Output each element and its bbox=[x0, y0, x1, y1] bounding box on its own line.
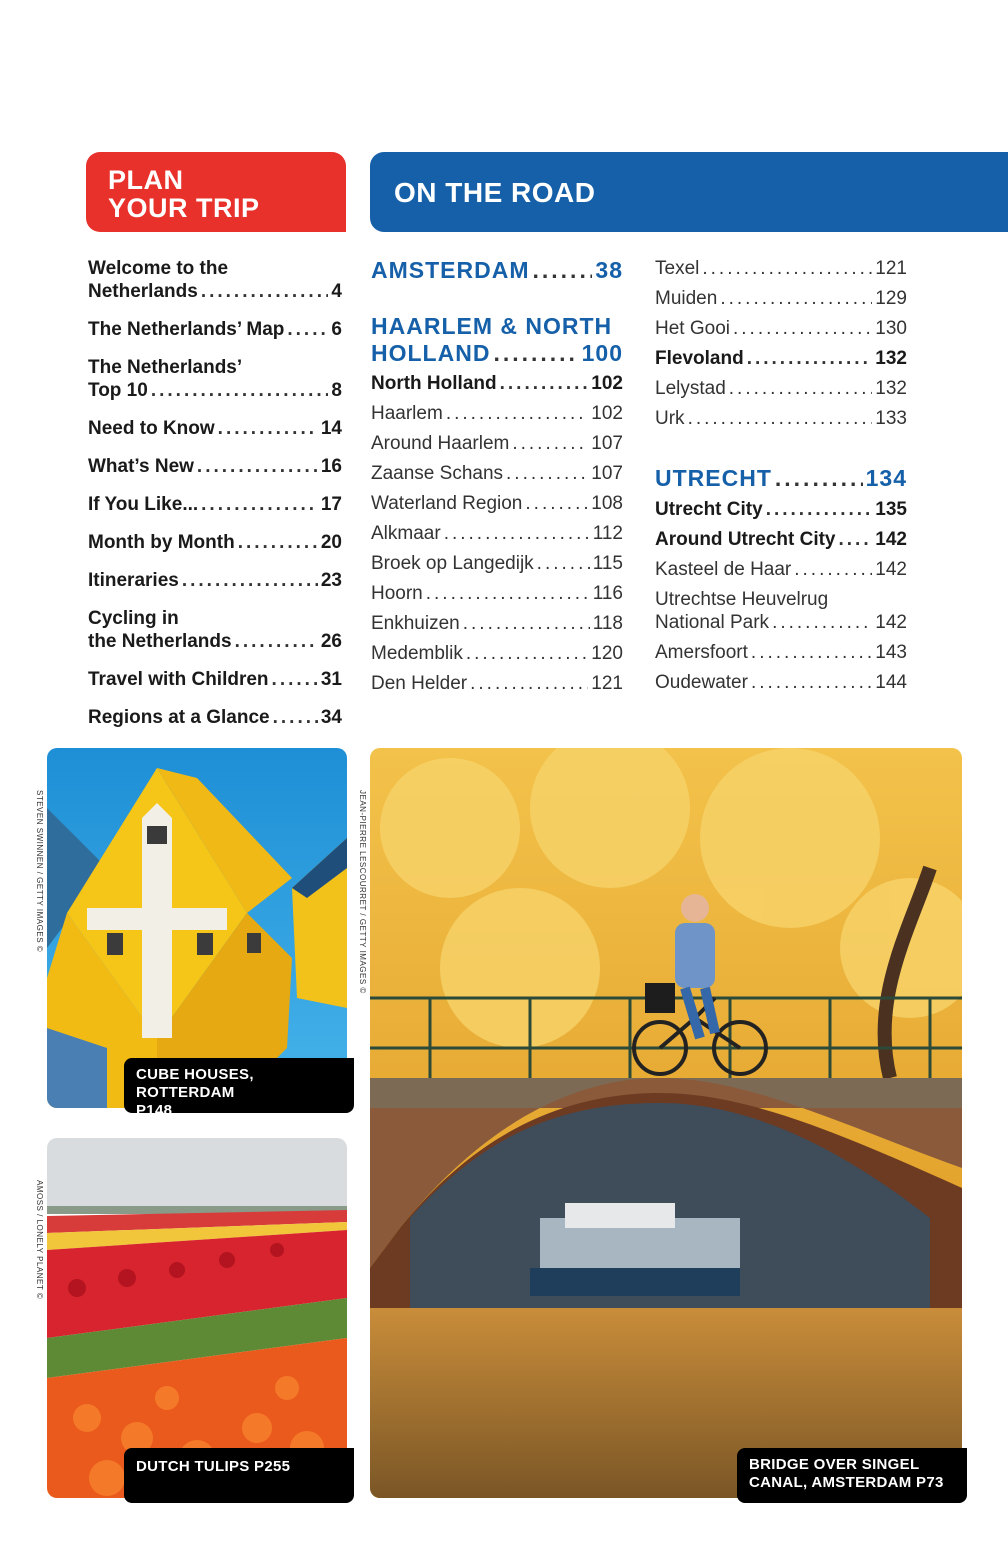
on-the-road-toc-col2 bbox=[371, 257, 623, 702]
page-number: 144 bbox=[875, 672, 907, 693]
bridge-illustration bbox=[370, 748, 962, 1498]
cube-houses-caption: CUBE HOUSES, ROTTERDAM P148 bbox=[124, 1058, 354, 1113]
toc-entry-if-you-like[interactable]: If You Like... ..... 17 bbox=[88, 493, 342, 516]
toc-entry-enkhuizen[interactable]: Enkhuizen ..... 118 bbox=[371, 612, 623, 635]
page-number: 142 bbox=[875, 559, 907, 580]
toc-entry-flevoland[interactable]: Flevoland ..... 132 bbox=[655, 347, 907, 370]
page-number: 107 bbox=[591, 463, 623, 484]
toc-entry-lelystad[interactable]: Lelystad ..... 132 bbox=[655, 377, 907, 400]
toc-entry-hoorn[interactable]: Hoorn ..... 116 bbox=[371, 582, 623, 605]
toc-entry-urk[interactable]: Urk ..... 133 bbox=[655, 407, 907, 430]
page-number: 108 bbox=[591, 493, 623, 514]
toc-entry-zaanse-schans[interactable]: Zaanse Schans ..... 107 bbox=[371, 462, 623, 485]
page-number: 121 bbox=[875, 258, 907, 279]
toc-entry-whats-new[interactable]: What’s New ..... 16 bbox=[88, 455, 342, 478]
toc-entry-itineraries[interactable]: Itineraries ..... 23 bbox=[88, 569, 342, 592]
cube-houses-photo[interactable] bbox=[47, 748, 347, 1108]
cube-photo-credit: STEVEN SWINNEN / GETTY IMAGES © bbox=[35, 790, 44, 953]
page-number: 100 bbox=[581, 340, 623, 366]
plan-banner-line1: PLAN bbox=[108, 165, 184, 195]
toc-entry-texel[interactable]: Texel ..... 121 bbox=[655, 257, 907, 280]
toc-entry-muiden[interactable]: Muiden ..... 129 bbox=[655, 287, 907, 310]
toc-entry-cycling[interactable]: Cycling in the Netherlands ..... 26 bbox=[88, 607, 342, 653]
page-number: 4 bbox=[331, 281, 342, 302]
toc-entry-top10[interactable]: The Netherlands’ Top 10 ..... 8 bbox=[88, 356, 342, 402]
page-number: 112 bbox=[592, 523, 623, 544]
toc-entry-utrecht-city[interactable]: Utrecht City ..... 135 bbox=[655, 498, 907, 521]
plan-your-trip-banner bbox=[86, 152, 346, 232]
page-number: 115 bbox=[592, 553, 623, 574]
page-number: 102 bbox=[591, 403, 623, 424]
page-number: 129 bbox=[875, 288, 907, 309]
page-number: 143 bbox=[875, 642, 907, 663]
page-number: 107 bbox=[591, 433, 623, 454]
toc-entry-medemblik[interactable]: Medemblik ..... 120 bbox=[371, 642, 623, 665]
page-number: 31 bbox=[320, 669, 342, 690]
page-number: 34 bbox=[320, 707, 342, 728]
section-haarlem[interactable]: HAARLEM & NORTH HOLLAND ..... 100 bbox=[371, 313, 623, 367]
page-number: 20 bbox=[320, 532, 342, 553]
page-number: 38 bbox=[595, 257, 623, 283]
page-number: 134 bbox=[865, 465, 907, 491]
page-number: 132 bbox=[875, 348, 907, 369]
page-number: 23 bbox=[320, 570, 342, 591]
page-number: 116 bbox=[592, 583, 623, 604]
plan-your-trip-toc bbox=[88, 257, 342, 744]
toc-entry-kasteel-de-haar[interactable]: Kasteel de Haar ..... 142 bbox=[655, 558, 907, 581]
toc-entry-oudewater[interactable]: Oudewater ..... 144 bbox=[655, 671, 907, 694]
page-number: 102 bbox=[591, 373, 623, 394]
toc-entry-alkmaar[interactable]: Alkmaar ..... 112 bbox=[371, 522, 623, 545]
page-number: 135 bbox=[875, 499, 907, 520]
page-number: 121 bbox=[591, 673, 623, 694]
page-number: 8 bbox=[331, 380, 342, 401]
on-the-road-toc-col3 bbox=[655, 257, 907, 701]
cube-houses-illustration bbox=[47, 748, 347, 1108]
toc-entry-welcome[interactable]: Welcome to the Netherlands ..... 4 bbox=[88, 257, 342, 303]
toc-entry-haarlem[interactable]: Haarlem ..... 102 bbox=[371, 402, 623, 425]
page-number: 120 bbox=[591, 643, 623, 664]
tulips-photo[interactable] bbox=[47, 1138, 347, 1498]
toc-entry-map[interactable]: The Netherlands’ Map ..... 6 bbox=[88, 318, 342, 341]
page-number: 142 bbox=[875, 612, 907, 633]
toc-entry-around-haarlem[interactable]: Around Haarlem ..... 107 bbox=[371, 432, 623, 455]
section-amsterdam[interactable]: AMSTERDAM ..... 38 bbox=[371, 257, 623, 284]
toc-entry-heuvelrug[interactable]: Utrechtse Heuvelrug National Park ..... 142 bbox=[655, 588, 907, 634]
toc-entry-travel-children[interactable]: Travel with Children ..... 31 bbox=[88, 668, 342, 691]
on-the-road-banner bbox=[370, 152, 1008, 232]
page-number: 17 bbox=[320, 494, 342, 515]
toc-entry-broek-op-langedijk[interactable]: Broek op Langedijk ..... 115 bbox=[371, 552, 623, 575]
toc-entry-north-holland[interactable]: North Holland ..... 102 bbox=[371, 372, 623, 395]
page-number: 6 bbox=[331, 319, 342, 340]
bridge-caption: BRIDGE OVER SINGEL CANAL, AMSTERDAM P73 bbox=[737, 1448, 967, 1503]
tulips-illustration bbox=[47, 1138, 347, 1498]
toc-entry-het-gooi[interactable]: Het Gooi ..... 130 bbox=[655, 317, 907, 340]
toc-entry-month-by-month[interactable]: Month by Month ..... 20 bbox=[88, 531, 342, 554]
tulips-photo-credit: AMOSS / LONELY PLANET © bbox=[35, 1180, 44, 1300]
bridge-photo[interactable] bbox=[370, 748, 962, 1498]
page-number: 26 bbox=[320, 631, 342, 652]
bridge-photo-credit: JEAN-PIERRE LESCOURRET / GETTY IMAGES © bbox=[358, 790, 367, 994]
page-number: 118 bbox=[592, 613, 623, 634]
page-number: 16 bbox=[320, 456, 342, 477]
toc-entry-need-to-know[interactable]: Need to Know ..... 14 bbox=[88, 417, 342, 440]
toc-entry-amersfoort[interactable]: Amersfoort ..... 143 bbox=[655, 641, 907, 664]
page-number: 142 bbox=[875, 529, 907, 550]
page-number: 133 bbox=[875, 408, 907, 429]
tulips-caption: DUTCH TULIPS P255 bbox=[124, 1448, 354, 1503]
toc-entry-around-utrecht[interactable]: Around Utrecht City ..... 142 bbox=[655, 528, 907, 551]
toc-entry-den-helder[interactable]: Den Helder ..... 121 bbox=[371, 672, 623, 695]
plan-banner-line2: YOUR TRIP bbox=[108, 193, 260, 223]
page-number: 14 bbox=[320, 418, 342, 439]
road-banner-title: ON THE ROAD bbox=[394, 177, 596, 208]
section-utrecht[interactable]: UTRECHT ..... 134 bbox=[655, 465, 907, 492]
page-number: 130 bbox=[875, 318, 907, 339]
toc-entry-waterland[interactable]: Waterland Region ..... 108 bbox=[371, 492, 623, 515]
page-number: 132 bbox=[875, 378, 907, 399]
toc-entry-regions[interactable]: Regions at a Glance ..... 34 bbox=[88, 706, 342, 729]
